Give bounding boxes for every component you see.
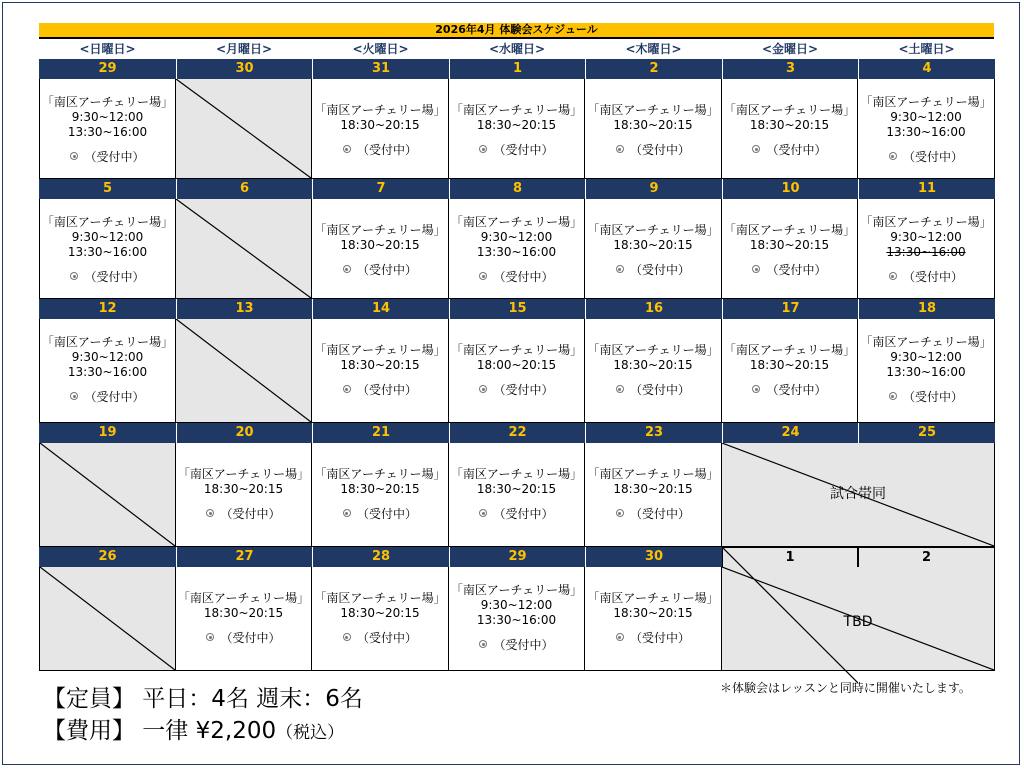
open-circle-icon (206, 633, 214, 641)
session-info (176, 591, 311, 646)
day-cell (449, 443, 585, 547)
weekday-header: <水曜日> (488, 42, 546, 56)
open-circle-icon (616, 145, 624, 153)
status-label: （受付中） (766, 383, 827, 397)
status-label: （受付中） (356, 263, 417, 277)
session-info (449, 215, 584, 285)
day-cell (858, 79, 995, 179)
session-time: 18:30~20:15 (613, 238, 693, 252)
date-number: 24 (722, 423, 858, 443)
weekday-header: <金曜日> (761, 42, 819, 56)
date-number: 2 (585, 59, 722, 79)
status-label: （受付中） (902, 390, 963, 404)
status-line (585, 143, 721, 158)
status-label: （受付中） (902, 150, 963, 164)
date-number: 1 (449, 59, 585, 79)
session-time: 18:30~20:15 (203, 606, 284, 620)
weekday-header: <日曜日> (79, 42, 136, 56)
status-label: （受付中） (493, 507, 554, 521)
session-time: 18:30~20:15 (613, 606, 693, 620)
date-number: 11 (858, 179, 995, 199)
open-circle-icon (616, 633, 624, 641)
session-time: 13:30~16:00 (886, 365, 966, 379)
status-line (449, 638, 584, 653)
no-session-slash (176, 319, 311, 422)
venue-label: 「南区アーチェリー場」 (41, 335, 174, 349)
date-number: 8 (449, 179, 585, 199)
venue-label: 「南区アーチェリー場」 (314, 103, 446, 117)
status-line (40, 390, 175, 405)
status-line (858, 150, 994, 165)
date-number: 14 (312, 299, 449, 319)
session-time: 18:30~20:15 (749, 238, 830, 252)
calendar-grid (39, 59, 995, 671)
day-cell (312, 319, 449, 423)
status-line (176, 507, 311, 522)
status-label: （受付中） (220, 507, 281, 521)
session-info (312, 467, 448, 522)
session-info (858, 95, 994, 165)
session-info (722, 103, 857, 158)
date-number: 31 (312, 59, 449, 79)
schedule-page (2, 2, 1020, 765)
day-cell (722, 199, 858, 299)
session-time: 18:30~20:15 (203, 482, 284, 496)
date-number: 22 (449, 423, 585, 443)
session-info (40, 335, 175, 405)
status-label: （受付中） (902, 270, 963, 284)
date-number: 13 (176, 299, 312, 319)
session-time: 18:30~20:15 (340, 606, 420, 620)
status-label: （受付中） (356, 507, 417, 521)
venue-label: 「南区アーチェリー場」 (450, 467, 583, 481)
day-cell (312, 443, 449, 547)
session-time: 13:30~16:00 (67, 125, 148, 139)
venue-label: 「南区アーチェリー場」 (314, 223, 446, 237)
session-info (312, 223, 448, 278)
session-time: 18:30~20:15 (613, 358, 693, 372)
day-cell (312, 199, 449, 299)
status-line (176, 631, 311, 646)
status-line (40, 270, 175, 285)
session-time: 9:30~12:00 (890, 110, 962, 124)
status-label: （受付中） (84, 270, 145, 284)
status-label: （受付中） (629, 263, 690, 277)
open-circle-icon (343, 385, 351, 393)
weekday-header-row (39, 40, 994, 58)
venue-label: 「南区アーチェリー場」 (587, 343, 719, 357)
status-label: （受付中） (356, 143, 417, 157)
weekday-header: <土曜日> (898, 42, 955, 56)
session-info (858, 215, 994, 285)
date-number: 25 (858, 423, 995, 443)
open-circle-icon (206, 509, 214, 517)
venue-label: 「南区アーチェリー場」 (450, 215, 583, 229)
session-time: 18:00~20:15 (476, 358, 557, 372)
open-circle-icon (752, 385, 760, 393)
date-number: 29 (39, 59, 176, 79)
open-circle-icon (616, 265, 624, 273)
no-session-cell (39, 567, 176, 671)
date-number: 26 (39, 547, 176, 567)
status-label: （受付中） (493, 270, 554, 284)
date-number: 30 (585, 547, 722, 567)
venue-label: 「南区アーチェリー場」 (860, 335, 992, 349)
date-number: 19 (39, 423, 176, 443)
status-line (722, 263, 857, 278)
footer-info (43, 683, 363, 749)
status-line (585, 263, 721, 278)
session-time: 9:30~12:00 (480, 230, 553, 244)
session-time: 9:30~12:00 (890, 230, 962, 244)
session-info (858, 335, 994, 405)
day-cell (858, 199, 995, 299)
status-line (722, 383, 857, 398)
no-session-cell (176, 319, 312, 423)
day-cell (585, 199, 722, 299)
session-info (722, 343, 857, 398)
session-time: 18:30~20:15 (340, 482, 420, 496)
merged-cell (722, 443, 995, 547)
status-line (858, 270, 994, 285)
no-session-slash (176, 199, 311, 298)
venue-label: 「南区アーチェリー場」 (450, 343, 583, 357)
open-circle-icon (70, 392, 78, 400)
open-circle-icon (479, 640, 487, 648)
day-cell (176, 443, 312, 547)
footer-note: ＊体験会はレッスンと同時に開催いたします。 (720, 681, 971, 695)
session-info (585, 467, 721, 522)
status-line (585, 507, 721, 522)
session-time: 13:30~16:00 (67, 245, 148, 259)
weekday-header: <火曜日> (352, 42, 409, 56)
date-number: 29 (449, 547, 585, 567)
date-number: 10 (722, 179, 858, 199)
no-session-cell (176, 79, 312, 179)
session-info (449, 467, 584, 522)
session-info (585, 103, 721, 158)
date-number: 12 (39, 299, 176, 319)
no-session-slash (40, 443, 175, 546)
status-line (449, 507, 584, 522)
day-cell (449, 319, 585, 423)
open-circle-icon (889, 272, 897, 280)
day-cell (449, 79, 585, 179)
session-time: 9:30~12:00 (890, 350, 962, 364)
venue-label: 「南区アーチェリー場」 (587, 467, 719, 481)
merged-label: 試合帯同 (830, 486, 886, 502)
open-circle-icon (479, 385, 487, 393)
session-time: 13:30~16:00 (886, 125, 966, 139)
open-circle-icon (889, 392, 897, 400)
open-circle-icon (616, 509, 624, 517)
no-session-cell (176, 199, 312, 299)
day-cell (449, 199, 585, 299)
day-cell (39, 79, 176, 179)
week-row (39, 423, 995, 547)
title-underline (39, 37, 994, 39)
session-info (40, 95, 175, 165)
day-cell (449, 567, 585, 671)
venue-label: 「南区アーチェリー場」 (41, 215, 174, 229)
status-line (312, 383, 448, 398)
session-time: 9:30~12:00 (71, 110, 144, 124)
date-number: 5 (39, 179, 176, 199)
session-time: 18:30~20:15 (613, 118, 693, 132)
status-label: （受付中） (629, 631, 690, 645)
open-circle-icon (479, 145, 487, 153)
session-info (585, 343, 721, 398)
venue-label: 「南区アーチェリー場」 (860, 215, 992, 229)
open-circle-icon (889, 152, 897, 160)
status-label: （受付中） (629, 143, 690, 157)
venue-label: 「南区アーチェリー場」 (860, 95, 992, 109)
fee-text: 【費用】 一律 ¥2,200 (43, 718, 277, 744)
date-number: 17 (722, 299, 858, 319)
day-cell (585, 319, 722, 423)
session-info (312, 343, 448, 398)
session-time: 13:30~16:00 (886, 245, 966, 259)
merged-label: TBD (843, 614, 873, 630)
status-line (722, 143, 857, 158)
date-number: 1 (722, 547, 858, 567)
day-cell (176, 567, 312, 671)
venue-label: 「南区アーチェリー場」 (177, 591, 310, 605)
open-circle-icon (70, 272, 78, 280)
session-info (40, 215, 175, 285)
status-line (585, 631, 721, 646)
no-session-slash (40, 567, 175, 670)
session-time: 9:30~12:00 (71, 230, 144, 244)
status-line (449, 143, 584, 158)
status-line (40, 150, 175, 165)
open-circle-icon (343, 145, 351, 153)
day-cell (39, 199, 176, 299)
open-circle-icon (343, 509, 351, 517)
session-info (176, 467, 311, 522)
session-info (449, 343, 584, 398)
date-number: 3 (722, 59, 858, 79)
date-number: 9 (585, 179, 722, 199)
session-time: 18:30~20:15 (476, 118, 557, 132)
date-number: 27 (176, 547, 312, 567)
status-label: （受付中） (766, 143, 827, 157)
week-row (39, 179, 995, 299)
fee-line (43, 715, 363, 749)
session-time: 13:30~16:00 (67, 365, 148, 379)
session-time: 13:30~16:00 (476, 245, 557, 259)
status-line (312, 631, 448, 646)
venue-label: 「南区アーチェリー場」 (723, 343, 856, 357)
header-slash (722, 547, 858, 683)
day-cell (585, 79, 722, 179)
status-line (449, 383, 584, 398)
session-time: 18:30~20:15 (476, 482, 557, 496)
session-time: 13:30~16:00 (476, 613, 557, 627)
status-line (312, 263, 448, 278)
session-info (585, 223, 721, 278)
day-cell (722, 319, 858, 423)
session-info (449, 103, 584, 158)
day-cell (585, 443, 722, 547)
date-number: 7 (312, 179, 449, 199)
status-label: （受付中） (84, 390, 145, 404)
session-time: 18:30~20:15 (340, 118, 420, 132)
status-label: （受付中） (84, 150, 145, 164)
weekday-header: <月曜日> (215, 42, 273, 56)
venue-label: 「南区アーチェリー場」 (314, 467, 446, 481)
session-time: 18:30~20:15 (749, 358, 830, 372)
fee-tax: （税込） (276, 723, 345, 743)
date-number: 21 (312, 423, 449, 443)
weekday-header: <木曜日> (625, 42, 682, 56)
session-info (312, 591, 448, 646)
open-circle-icon (752, 265, 760, 273)
date-number: 28 (312, 547, 449, 567)
date-number: 23 (585, 423, 722, 443)
venue-label: 「南区アーチェリー場」 (177, 467, 310, 481)
date-number: 30 (176, 59, 312, 79)
open-circle-icon (343, 633, 351, 641)
session-time: 9:30~12:00 (71, 350, 144, 364)
day-cell (39, 319, 176, 423)
session-time: 9:30~12:00 (480, 598, 553, 612)
venue-label: 「南区アーチェリー場」 (587, 591, 719, 605)
session-info (585, 591, 721, 646)
status-label: （受付中） (493, 143, 554, 157)
status-label: （受付中） (493, 638, 554, 652)
status-line (312, 143, 448, 158)
day-cell (722, 79, 858, 179)
session-time: 18:30~20:15 (613, 482, 693, 496)
day-cell (585, 567, 722, 671)
date-number: 6 (176, 179, 312, 199)
day-cell (858, 319, 995, 423)
venue-label: 「南区アーチェリー場」 (450, 583, 583, 597)
no-session-cell (39, 443, 176, 547)
date-number: 20 (176, 423, 312, 443)
status-label: （受付中） (629, 507, 690, 521)
open-circle-icon (479, 509, 487, 517)
session-time: 18:30~20:15 (340, 238, 420, 252)
status-line (858, 390, 994, 405)
status-label: （受付中） (493, 383, 554, 397)
merged-header-slash (722, 547, 858, 567)
venue-label: 「南区アーチェリー場」 (314, 591, 446, 605)
week-row (39, 547, 995, 671)
venue-label: 「南区アーチェリー場」 (587, 103, 719, 117)
venue-label: 「南区アーチェリー場」 (587, 223, 719, 237)
open-circle-icon (752, 145, 760, 153)
week-row (39, 59, 995, 179)
venue-label: 「南区アーチェリー場」 (41, 95, 174, 109)
open-circle-icon (343, 265, 351, 273)
week-row (39, 299, 995, 423)
status-label: （受付中） (356, 383, 417, 397)
date-number: 18 (858, 299, 995, 319)
session-info (449, 583, 584, 653)
status-label: （受付中） (629, 383, 690, 397)
date-number: 16 (585, 299, 722, 319)
status-line (585, 383, 721, 398)
session-info (312, 103, 448, 158)
status-line (312, 507, 448, 522)
capacity-line: 【定員】 平日：4名 週末：6名 (43, 686, 363, 712)
open-circle-icon (479, 272, 487, 280)
status-label: （受付中） (220, 631, 281, 645)
status-label: （受付中） (356, 631, 417, 645)
day-cell (312, 567, 449, 671)
status-label: （受付中） (766, 263, 827, 277)
date-number: 4 (858, 59, 995, 79)
venue-label: 「南区アーチェリー場」 (314, 343, 446, 357)
calendar-title: 2026年4月 体験会スケジュール (39, 23, 994, 37)
venue-label: 「南区アーチェリー場」 (450, 103, 583, 117)
open-circle-icon (616, 385, 624, 393)
session-info (722, 223, 857, 278)
date-number: 2 (858, 547, 995, 567)
open-circle-icon (70, 152, 78, 160)
status-line (449, 270, 584, 285)
venue-label: 「南区アーチェリー場」 (723, 103, 856, 117)
date-number: 15 (449, 299, 585, 319)
day-cell (312, 79, 449, 179)
venue-label: 「南区アーチェリー場」 (723, 223, 856, 237)
session-time: 18:30~20:15 (340, 358, 420, 372)
session-time: 18:30~20:15 (749, 118, 830, 132)
no-session-slash (176, 79, 311, 178)
